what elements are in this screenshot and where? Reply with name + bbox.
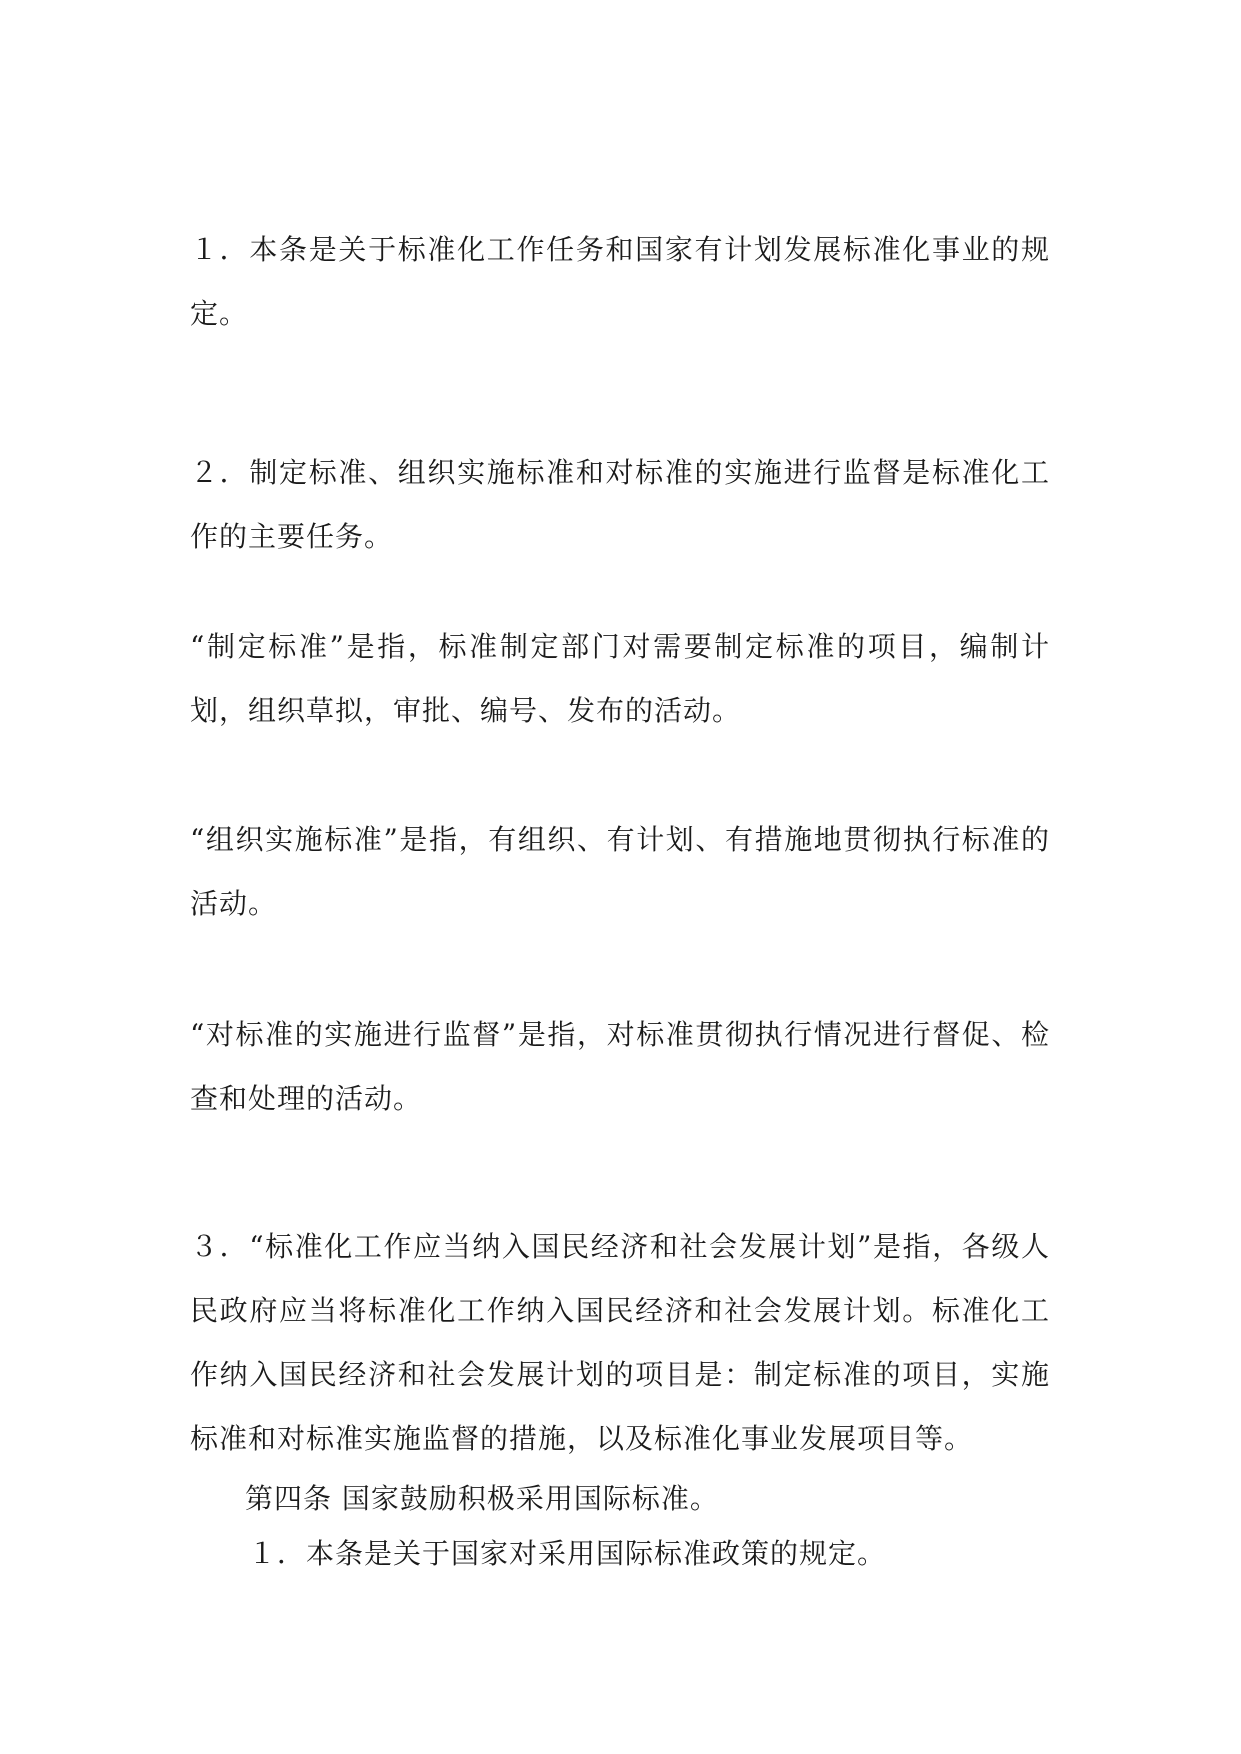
article-four-heading: 第四条 国家鼓励积极采用国际标准。 [245,1482,719,1515]
paragraph-task-provision: １．本条是关于标准化工作任务和国家有计划发展标准化事业的规定。 [190,233,1050,330]
paragraph-international-standards: １．本条是关于国家对采用国际标准政策的规定。 [248,1537,887,1570]
paragraph-define-implementation: “组织实施标准”是指，有组织、有计划、有措施地贯彻执行标准的活动。 [190,823,1050,920]
paragraph-define-formulation: “制定标准”是指，标准制定部门对需要制定标准的项目，编制计划，组织草拟，审批、编号、发布的活动。 [190,630,1050,727]
paragraph-economic-plan: ３．“标准化工作应当纳入国民经济和社会发展计划”是指，各级人民政府应当将标准化工作纳入国民经济和社会发展计划。标准化工作纳入国民经济和社会发展计划的项目是：制定标准的项目，实施标准和对标准实施监督的措施，以及标准化事业发展项目等。 [190,1230,1050,1455]
paragraph-main-tasks: ２．制定标准、组织实施标准和对标准的实施进行监督是标准化工作的主要任务。 [190,456,1050,553]
paragraph-define-supervision: “对标准的实施进行监督”是指，对标准贯彻执行情况进行督促、检查和处理的活动。 [190,1018,1050,1115]
